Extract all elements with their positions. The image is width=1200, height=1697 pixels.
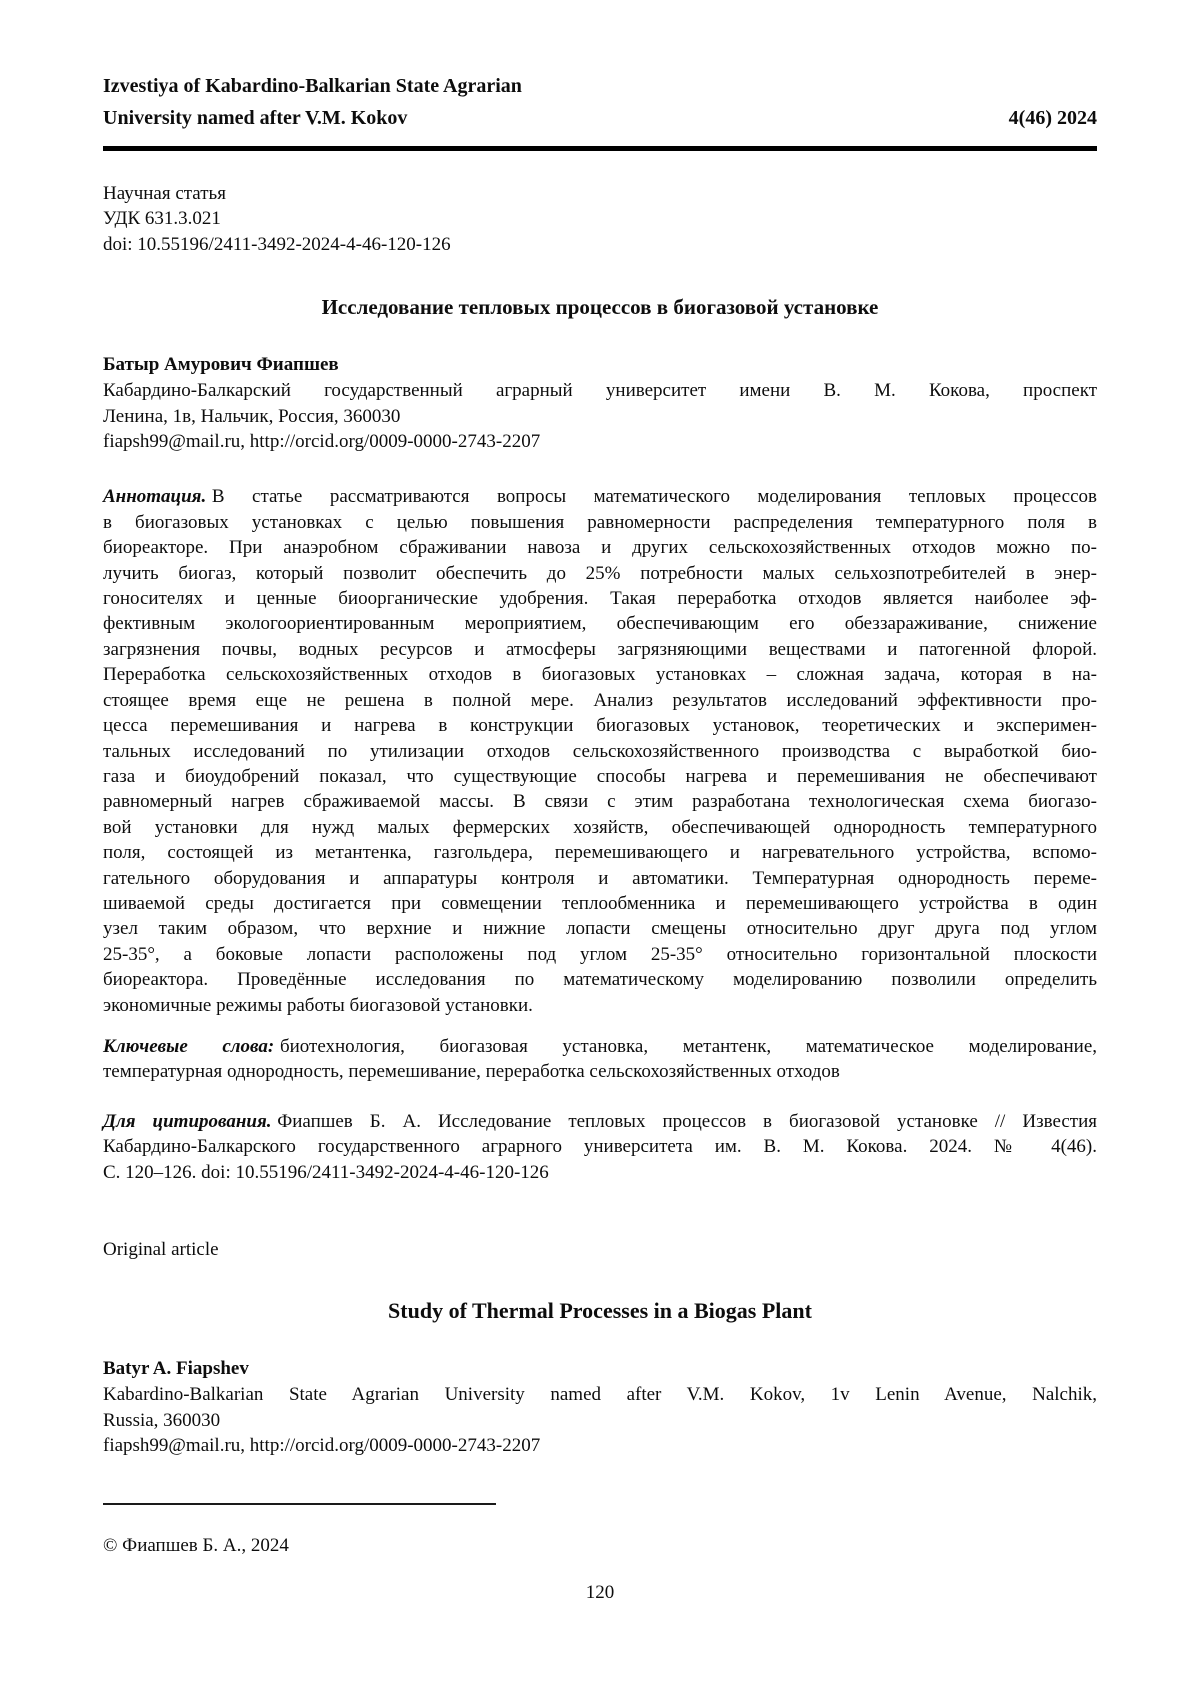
abstract-line: экономичные режимы работы биогазовой установки.: [103, 994, 533, 1016]
author-block-russian: [103, 352, 1097, 454]
abstract-line: гоносителях и ценные биоорганические удобрения. Такая переработка отходов является наиболее эф-: [103, 588, 1097, 610]
affiliation-russian-line: Ленина, 1в, Нальчик, Россия, 360030: [103, 405, 401, 427]
abstract-line: шиваемой среды достигается при совмещении теплообменника и перемешивающего устройства в один: [103, 892, 1097, 914]
abstract-line: биореакторе. При анаэробном сбраживании навоза и других сельскохозяйственных отходов можно по-: [103, 537, 1097, 559]
article-meta: [103, 181, 1097, 257]
author-name-english: Batyr A. Fiapshev: [103, 1358, 249, 1380]
abstract-line: лучить биогаз, который позволит обеспечить до 25% потребности малых сельхозпотребителей в энер-: [103, 562, 1097, 584]
keywords-line: биотехнология, биогазовая установка, метантенк, математическое моделирование,: [279, 1035, 1097, 1057]
title-russian: Исследование тепловых процессов в биогазовой установке: [321, 295, 879, 320]
keywords-russian: [103, 1034, 1097, 1085]
journal-header: [103, 70, 1097, 134]
abstract-line: стоящее время еще не решена в полной мере. Анализ результатов исследований эффективности про-: [103, 689, 1097, 711]
abstract-line: фективным экологоориентированным мероприятием, обеспечивающим его обеззараживание, снижение: [103, 613, 1097, 635]
abstract-line: загрязнения почвы, водных ресурсов и атмосферы загрязняющими веществами и патогенной флорой.: [103, 638, 1097, 660]
citation-line: Кабардино-Балкарского государственного аграрного университета им. В. М. Кокова. 2024. № 4(46).: [103, 1136, 1097, 1158]
title-english: Study of Thermal Processes in a Biogas Plant: [388, 1298, 812, 1324]
keywords-line: температурная однородность, перемешивание, переработка сельскохозяйственных отходов: [103, 1061, 840, 1083]
abstract-line: биореактора. Проведённые исследования по математическому моделированию позволили определить: [103, 969, 1097, 991]
article-type-ru: Научная статья: [103, 183, 226, 204]
citation-label: Для цитирования.: [103, 1110, 272, 1132]
abstract-russian: [103, 484, 1097, 1018]
keywords-label: Ключевые слова:: [103, 1035, 275, 1057]
author-block-english: [103, 1356, 1097, 1458]
journal-name-line2: University named after V.M. Kokov: [103, 107, 408, 129]
page-number: 120: [585, 1582, 615, 1604]
abstract-line: тальных исследований по утилизации отходов сельскохозяйственного производства с выработкой био-: [103, 740, 1097, 762]
affiliation-english-line: Russia, 360030: [103, 1409, 221, 1431]
abstract-line: вой установки для нужд малых фермерских хозяйств, обеспечивающей однородность температурного: [103, 816, 1097, 838]
author-contact-english: fiapsh99@mail.ru, http://orcid.org/0009-0000-2743-2207: [103, 1435, 541, 1457]
author-contact-russian: fiapsh99@mail.ru, http://orcid.org/0009-0000-2743-2207: [103, 431, 541, 453]
header-rule: [103, 146, 1097, 151]
abstract-line: поля, состоящей из метантенка, газгольдера, перемешивающего и нагревательного устройства, вспомо-: [103, 842, 1097, 864]
abstract-line: В статье рассматриваются вопросы математического моделирования тепловых процессов: [211, 486, 1097, 508]
doi-line: doi: 10.55196/2411-3492-2024-4-46-120-126: [103, 233, 451, 255]
journal-name-line1: Izvestiya of Kabardino-Balkarian State Agrarian: [103, 75, 522, 97]
abstract-line: газа и биоудобрений показал, что существующие способы нагрева и перемешивания не обеспечивают: [103, 765, 1097, 787]
affiliation-english-line: Kabardino-Balkarian State Agrarian University named after V.M. Kokov, 1v Lenin Avenue, Nalchik,: [103, 1384, 1097, 1406]
abstract-line: равномерный нагрев сбраживаемой массы. В связи с этим разработана технологическая схема биогазо-: [103, 791, 1097, 813]
author-name-russian: Батыр Амурович Фиапшев: [103, 354, 339, 376]
affiliation-russian-line: Кабардино-Балкарский государственный аграрный университет имени В. М. Кокова, проспект: [103, 380, 1097, 402]
abstract-line: в биогазовых установках с целью повышения равномерности распределения температурного поля в: [103, 511, 1097, 533]
abstract-line: узел таким образом, что верхние и нижние лопасти смещены относительно друг друга под углом: [103, 918, 1097, 940]
udc-code: УДК 631.3.021: [103, 208, 221, 230]
citation-line: Фиапшев Б. А. Исследование тепловых процессов в биогазовой установке // Известия: [277, 1110, 1097, 1132]
copyright-notice: © Фиапшев Б. А., 2024: [103, 1534, 289, 1556]
abstract-line: гательного оборудования и аппаратуры контроля и автоматики. Температурная однородность переме-: [103, 867, 1097, 889]
issue-number: 4(46) 2024: [1008, 107, 1097, 129]
abstract-line: цесса перемешивания и нагрева в конструкции биогазовых установок, теоретических и эксперимен-: [103, 715, 1097, 737]
abstract-line: Переработка сельскохозяйственных отходов в биогазовых установках – сложная задача, которая в на-: [103, 664, 1097, 686]
citation-russian: [103, 1109, 1097, 1185]
article-type-english: Original article: [103, 1239, 219, 1260]
footnote-rule: [103, 1503, 496, 1505]
abstract-line: 25-35°, а боковые лопасти расположены под углом 25-35° относительно горизонтальной плоскости: [103, 943, 1097, 965]
citation-line: С. 120–126. doi: 10.55196/2411-3492-2024-4-46-120-126: [103, 1161, 549, 1183]
abstract-label: Аннотация.: [103, 486, 207, 508]
